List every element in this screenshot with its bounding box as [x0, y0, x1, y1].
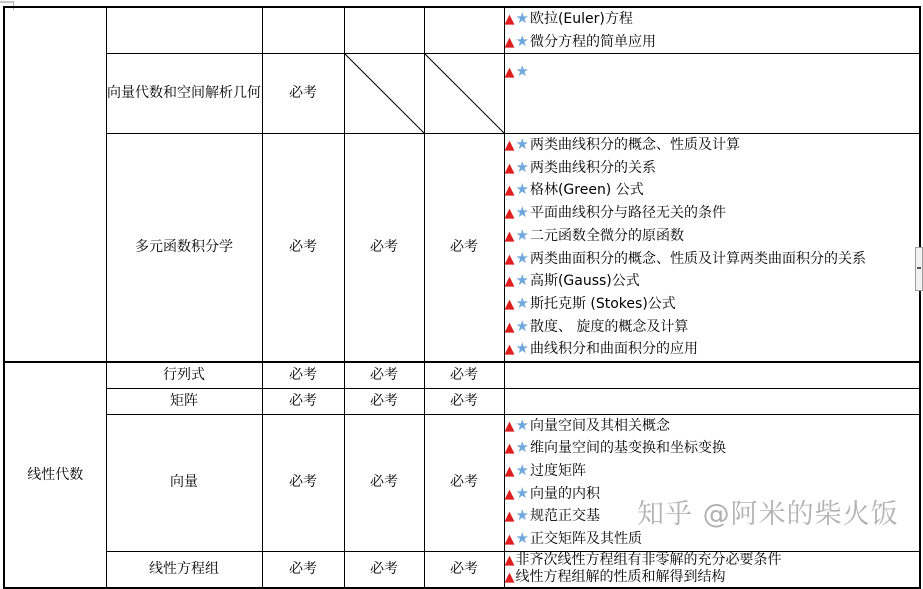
- exam-status-cell: [262, 7, 344, 54]
- syllabus-table: [3, 6, 921, 589]
- table-row: [4, 414, 920, 551]
- triangle-marker-icon: ▲: [504, 206, 515, 222]
- topic-cell: 向量: [106, 414, 262, 551]
- triangle-marker-icon: ▲: [504, 509, 515, 525]
- exam-status-cell: 必考: [424, 362, 504, 388]
- detail-cell: [504, 7, 920, 54]
- exam-status-cell: 必考: [424, 414, 504, 551]
- detail-text: 斯托克斯 (Stokes)公式: [529, 295, 676, 312]
- topic-cell: [106, 7, 262, 54]
- exam-status-cell: 必考: [344, 388, 424, 414]
- triangle-marker-icon: ▲: [504, 441, 515, 457]
- triangle-marker-icon: ▲: [504, 296, 515, 312]
- star-marker-icon: ★: [515, 135, 529, 153]
- topic-detail-item: [505, 157, 920, 180]
- category-cell: [4, 7, 106, 362]
- detail-text: 线性方程组解的性质和解得到结构: [515, 569, 726, 586]
- topic-detail-item: [505, 460, 920, 483]
- triangle-marker-icon: ▲: [504, 486, 515, 502]
- topic-detail-item: [505, 225, 920, 248]
- exam-status-cell: 必考: [344, 551, 424, 588]
- star-marker-icon: ★: [515, 316, 529, 335]
- topic-detail-item: [505, 31, 920, 54]
- topic-detail-item: [505, 552, 920, 570]
- topic-cell: 多元函数积分学: [106, 134, 262, 363]
- not-applicable-cell: [344, 54, 424, 134]
- table-row: [4, 134, 920, 363]
- table-row: [4, 362, 920, 388]
- topic-cell: 矩阵: [106, 388, 262, 414]
- exam-status-cell: [344, 7, 424, 54]
- triangle-marker-icon: ▲: [504, 183, 515, 199]
- star-marker-icon: ★: [515, 293, 529, 312]
- star-marker-icon: ★: [515, 157, 529, 176]
- triangle-marker-icon: ▲: [504, 463, 515, 479]
- topic-detail-item: [505, 248, 920, 271]
- topic-detail-item: [505, 437, 920, 460]
- detail-cell: [504, 54, 920, 134]
- topic-detail-item: [505, 483, 920, 506]
- triangle-marker-icon: ▲: [504, 418, 515, 434]
- detail-text: 曲线积分和曲面积分的应用: [529, 341, 698, 358]
- topic-detail-item: [505, 270, 920, 293]
- triangle-marker-icon: ▲: [504, 570, 515, 586]
- topic-cell: 行列式: [106, 362, 262, 388]
- table-row: [4, 551, 920, 588]
- scrollbar-fragment[interactable]: [915, 247, 923, 291]
- topic-detail-item: [505, 134, 920, 157]
- table-row: [4, 7, 920, 54]
- topic-detail-item: [505, 415, 920, 438]
- not-applicable-cell: [424, 54, 504, 134]
- exam-status-cell: 必考: [344, 362, 424, 388]
- star-marker-icon: ★: [515, 529, 529, 548]
- topic-detail-item: [505, 293, 920, 316]
- topic-detail-item: [505, 8, 920, 31]
- table-row: [4, 388, 920, 414]
- triangle-marker-icon: ▲: [504, 251, 515, 267]
- detail-cell: [504, 414, 920, 551]
- triangle-marker-icon: ▲: [504, 532, 515, 548]
- star-marker-icon: ★: [515, 62, 529, 80]
- detail-text: 过度矩阵: [529, 462, 586, 479]
- topic-detail-item: [505, 505, 920, 528]
- triangle-marker-icon: ▲: [504, 319, 515, 335]
- exam-status-cell: 必考: [262, 388, 344, 414]
- star-marker-icon: ★: [515, 180, 529, 199]
- exam-status-cell: 必考: [262, 134, 344, 363]
- star-marker-icon: ★: [515, 203, 529, 222]
- triangle-marker-icon: ▲: [504, 160, 515, 176]
- diagonal-slash-icon: [425, 54, 504, 133]
- diagonal-slash-icon: [345, 54, 424, 133]
- topic-detail-item: [505, 202, 920, 225]
- detail-text: 散度、 旋度的概念及计算: [529, 318, 689, 335]
- topic-detail-item: [505, 338, 920, 361]
- triangle-marker-icon: ▲: [504, 342, 515, 358]
- detail-cell: [504, 551, 920, 588]
- star-marker-icon: ★: [515, 415, 529, 434]
- exam-status-cell: 必考: [424, 551, 504, 588]
- triangle-marker-icon: ▲: [504, 274, 515, 290]
- triangle-marker-icon: ▲: [504, 65, 515, 80]
- detail-text: 格林(Green) 公式: [529, 182, 644, 199]
- exam-status-cell: 必考: [262, 362, 344, 388]
- star-marker-icon: ★: [515, 271, 529, 290]
- star-marker-icon: ★: [515, 9, 529, 27]
- triangle-marker-icon: ▲: [504, 228, 515, 244]
- detail-text: 微分方程的简单应用: [529, 33, 656, 50]
- detail-text: 两类曲线积分的关系: [529, 159, 656, 176]
- detail-text: 非齐次线性方程组有非零解的充分必要条件: [515, 551, 782, 568]
- detail-text: 维向量空间的基变换和坐标变换: [529, 440, 726, 457]
- detail-cell: [504, 388, 920, 414]
- topic-cell: 线性方程组: [106, 551, 262, 588]
- star-marker-icon: ★: [515, 339, 529, 358]
- triangle-marker-icon: ▲: [504, 552, 515, 568]
- table-row: [4, 54, 920, 134]
- exam-status-cell: 必考: [424, 388, 504, 414]
- star-marker-icon: ★: [515, 438, 529, 457]
- topic-detail-item: [505, 528, 920, 551]
- topic-detail-item: [505, 179, 920, 202]
- star-marker-icon: ★: [515, 483, 529, 502]
- detail-text: 正交矩阵及其性质: [529, 531, 642, 548]
- scrollbar-dash-icon: [917, 267, 921, 269]
- detail-text: 二元函数全微分的原函数: [529, 227, 684, 244]
- exam-status-cell: 必考: [344, 414, 424, 551]
- star-marker-icon: ★: [515, 248, 529, 267]
- exam-status-cell: 必考: [344, 134, 424, 363]
- detail-text: 两类曲面积分的概念、性质及计算两类曲面积分的关系: [529, 250, 866, 267]
- detail-text: 高斯(Gauss)公式: [529, 273, 640, 290]
- exam-status-cell: 必考: [262, 551, 344, 588]
- topic-detail-item: [505, 316, 920, 339]
- exam-status-cell: 必考: [262, 54, 344, 134]
- detail-text: 平面曲线积分与路径无关的条件: [529, 205, 726, 222]
- detail-text: 两类曲线积分的概念、性质及计算: [529, 137, 740, 153]
- category-cell: 线性代数: [4, 362, 106, 588]
- zhihu-watermark: 知乎 @阿米的柴火饭: [637, 499, 899, 530]
- topic-detail-item: [505, 61, 920, 84]
- star-marker-icon: ★: [515, 225, 529, 244]
- star-marker-icon: ★: [515, 506, 529, 525]
- detail-text: 欧拉(Euler)方程: [529, 11, 633, 27]
- star-marker-icon: ★: [515, 460, 529, 479]
- detail-text: 向量的内积: [529, 485, 600, 502]
- detail-text: 规范正交基: [529, 508, 600, 525]
- exam-status-cell: [424, 7, 504, 54]
- topic-cell: 向量代数和空间解析几何: [106, 54, 262, 134]
- star-marker-icon: ★: [515, 31, 529, 50]
- exam-status-cell: 必考: [262, 414, 344, 551]
- triangle-marker-icon: ▲: [504, 138, 515, 153]
- detail-cell: [504, 134, 920, 363]
- detail-text: 向量空间及其相关概念: [529, 417, 670, 434]
- triangle-marker-icon: ▲: [504, 12, 515, 27]
- triangle-marker-icon: ▲: [504, 34, 515, 50]
- detail-cell: [504, 362, 920, 388]
- topic-detail-item: [505, 569, 920, 587]
- exam-status-cell: 必考: [424, 134, 504, 363]
